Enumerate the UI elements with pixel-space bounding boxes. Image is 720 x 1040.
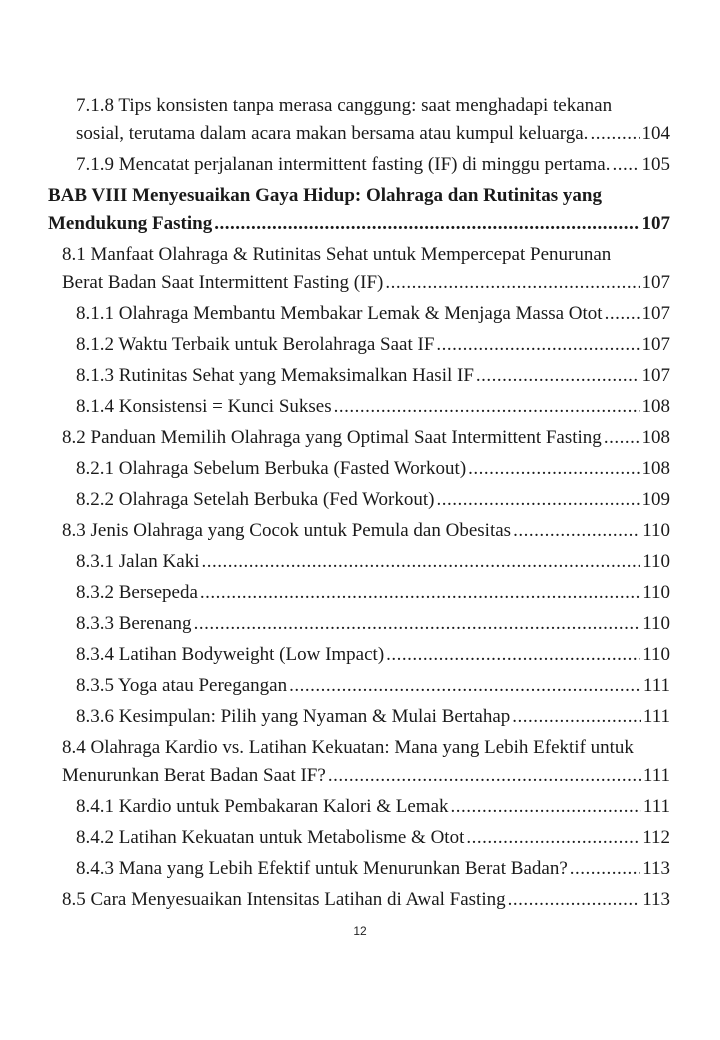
toc-entry-title: 8.3.2 Bersepeda [76,582,198,603]
toc-entry-line [76,486,670,514]
toc-subsection-entry[interactable] [0,855,670,883]
dot-leader [466,824,640,852]
toc-entry-title: 8.1.1 Olahraga Membantu Membakar Lemak & Menjaga Massa Otot [76,303,603,324]
toc-page-number: 108 [641,396,670,417]
toc-page-number: 111 [642,675,670,696]
toc-section-entry[interactable] [0,517,670,545]
toc-subsection-entry[interactable] [0,300,670,328]
toc-page-number: 110 [642,613,670,634]
toc-entry-line [76,855,670,883]
toc-page-number: 107 [641,272,670,293]
toc-entry-title: 8.3.6 Kesimpulan: Pilih yang Nyaman & Mulai Bertahap [76,706,511,727]
dot-leader [468,455,639,483]
toc-page-number: 107 [641,303,670,324]
toc-entry-title: 8.2.1 Olahraga Sebelum Berbuka (Fasted Workout) [76,458,467,479]
toc-page-number: 110 [642,551,670,572]
toc-entry-title-line: 8.4 Olahraga Kardio vs. Latihan Kekuatan: Mana yang Lebih Efektif untuk [62,737,634,758]
toc-entry-title-line: 8.1 Manfaat Olahraga & Rutinitas Sehat untuk Mempercepat Penurunan [62,244,612,265]
toc-entry-title: 8.1.2 Waktu Terbaik untuk Berolahraga Saat IF [76,334,435,355]
toc-page-number: 113 [642,858,670,879]
toc-entry-title: 8.3.3 Berenang [76,613,192,634]
toc-page-number: 113 [642,889,670,910]
toc-entry-line [76,362,670,390]
toc-subsection-entry[interactable] [0,672,670,700]
dot-leader [476,362,640,390]
toc-subsection-entry[interactable] [0,92,670,148]
toc-entry-line [76,300,670,328]
dot-leader [328,762,641,790]
dot-leader [508,886,641,914]
toc-entry-title: Berat Badan Saat Intermittent Fasting (IF) [62,272,384,293]
toc-entry-title: 8.2.2 Olahraga Setelah Berbuka (Fed Workout) [76,489,435,510]
toc-section-entry[interactable] [0,424,670,452]
toc-entry-line [76,455,670,483]
toc-page-number: 105 [641,154,670,175]
toc-entry-line [62,424,670,452]
dot-leader [612,151,639,179]
toc-page-number: 107 [641,334,670,355]
toc-entry-line [62,517,670,545]
dot-leader [570,855,640,883]
toc-entry-line [76,548,670,576]
toc-entry-line [76,331,670,359]
toc-chapter-entry[interactable] [0,182,670,238]
table-of-contents [0,92,720,917]
toc-subsection-entry[interactable] [0,362,670,390]
toc-page-number: 108 [641,427,670,448]
dot-leader [436,331,639,359]
dot-leader [385,269,639,297]
toc-page-number: 110 [642,520,670,541]
toc-subsection-entry[interactable] [0,455,670,483]
toc-entry-title: 8.1.3 Rutinitas Sehat yang Memaksimalkan Hasil IF [76,365,474,386]
toc-page-number: 110 [642,582,670,603]
toc-page-number: 111 [642,706,670,727]
toc-entry-title-line: 7.1.8 Tips konsisten tanpa merasa canggung: saat menghadapi tekanan [76,95,613,116]
toc-entry-title: 8.4.1 Kardio untuk Pembakaran Kalori & Lemak [76,796,449,817]
toc-entry-line [76,793,670,821]
toc-entry-line [76,393,670,421]
toc-entry-title: 8.5 Cara Menyesuaikan Intensitas Latihan di Awal Fasting [62,889,506,910]
toc-entry-title: 8.4.3 Mana yang Lebih Efektif untuk Menurunkan Berat Badan? [76,858,568,879]
toc-section-entry[interactable] [0,241,670,297]
toc-section-entry[interactable] [0,734,670,790]
toc-page-number: 112 [642,827,670,848]
toc-subsection-entry[interactable] [0,331,670,359]
toc-entry-line [76,579,670,607]
toc-entry-title: 8.3 Jenis Olahraga yang Cocok untuk Pemula dan Obesitas [62,520,512,541]
toc-subsection-entry[interactable] [0,610,670,638]
toc-entry-title: 8.1.4 Konsistensi = Kunci Sukses [76,396,332,417]
toc-entry-line [62,886,670,914]
toc-entry-line [76,610,670,638]
page-number: 12 [353,924,367,938]
toc-subsection-entry[interactable] [0,641,670,669]
dot-leader [289,672,641,700]
toc-page-number: 111 [642,765,670,786]
toc-page-number: 104 [641,123,670,144]
toc-entry-title: 8.3.5 Yoga atau Peregangan [76,675,288,696]
toc-entry-line [48,210,670,238]
dot-leader [386,641,640,669]
toc-entry-title: Menurunkan Berat Badan Saat IF? [62,765,326,786]
dot-leader [512,703,641,731]
toc-page-number: 111 [642,796,670,817]
toc-entry-line [76,672,670,700]
toc-entry-title: 8.3.1 Jalan Kaki [76,551,200,572]
toc-page-number: 108 [641,458,670,479]
toc-entry-title: Mendukung Fasting [48,213,213,234]
dot-leader [194,610,641,638]
toc-entry-line [62,762,670,790]
toc-page-number: 110 [642,644,670,665]
dot-leader [214,210,639,238]
dot-leader [590,120,639,148]
toc-subsection-entry[interactable] [0,486,670,514]
toc-page-number: 107 [641,213,670,234]
toc-entry-title: 8.4.2 Latihan Kekuatan untuk Metabolisme & Otot [76,827,465,848]
toc-section-entry[interactable] [0,886,670,914]
toc-entry-title: sosial, terutama dalam acara makan bersama atau kumpul keluarga. [76,123,589,144]
dot-leader [201,548,640,576]
toc-entry-line [76,824,670,852]
toc-subsection-entry[interactable] [0,793,670,821]
toc-page-number: 109 [641,489,670,510]
toc-page-number: 107 [641,365,670,386]
toc-subsection-entry[interactable] [0,824,670,852]
toc-entry-title: 8.2 Panduan Memilih Olahraga yang Optimal Saat Intermittent Fasting [62,427,602,448]
toc-entry-line [76,703,670,731]
toc-subsection-entry[interactable] [0,151,670,179]
toc-entry-title: 8.3.4 Latihan Bodyweight (Low Impact) [76,644,385,665]
toc-entry-line [62,269,670,297]
dot-leader [200,579,640,607]
toc-subsection-entry[interactable] [0,393,670,421]
toc-entry-line [76,151,670,179]
toc-subsection-entry[interactable] [0,579,670,607]
dot-leader [437,486,640,514]
toc-subsection-entry[interactable] [0,548,670,576]
dot-leader [604,424,640,452]
dot-leader [513,517,640,545]
dot-leader [451,793,641,821]
toc-entry-title-line: BAB VIII Menyesuaikan Gaya Hidup: Olahraga dan Rutinitas yang [48,185,602,206]
toc-subsection-entry[interactable] [0,703,670,731]
toc-entry-title: 7.1.9 Mencatat perjalanan intermittent fasting (IF) di minggu pertama. [76,154,611,175]
dot-leader [605,300,640,328]
toc-entry-line [76,641,670,669]
toc-entry-line [76,120,670,148]
dot-leader [334,393,640,421]
